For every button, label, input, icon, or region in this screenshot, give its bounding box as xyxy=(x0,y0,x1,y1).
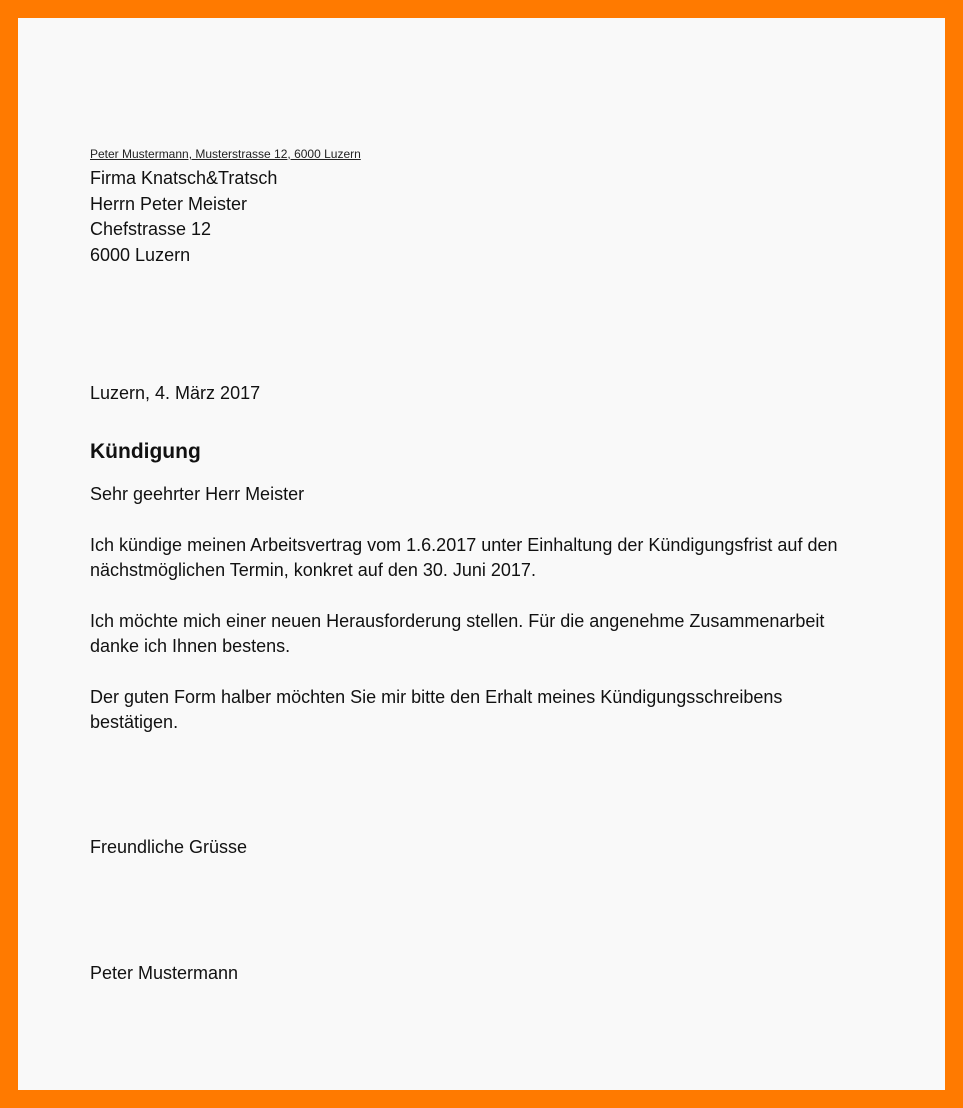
salutation: Sehr geehrter Herr Meister xyxy=(90,484,305,504)
recipient-city: 6000 Luzern xyxy=(90,244,191,265)
paragraph-line: Ich möchte mich einer neuen Herausforderung stellen. Für die angenehme Zusammenarbeit xyxy=(90,611,825,631)
paragraph-line: danke ich Ihnen bestens. xyxy=(90,636,291,656)
signature-name: Peter Mustermann xyxy=(90,963,239,983)
body-paragraph-2 xyxy=(90,609,880,659)
letter-subject: Kündigung xyxy=(90,440,201,463)
letter-page xyxy=(18,18,945,1090)
recipient-company: Firma Knatsch&Tratsch xyxy=(90,168,278,188)
recipient-name: Herrn Peter Meister xyxy=(90,193,248,214)
body-paragraph-3 xyxy=(90,685,880,735)
paragraph-line: Ich kündige meinen Arbeitsvertrag vom 1.6.2017 unter Einhaltung der Kündigungsfrist auf den xyxy=(90,535,838,555)
recipient-street: Chefstrasse 12 xyxy=(90,219,212,239)
paragraph-line: Der guten Form halber möchten Sie mir bitte den Erhalt meines Kündigungsschreibens xyxy=(90,687,783,707)
paragraph-line: nächstmöglichen Termin, konkret auf den 30. Juni 2017. xyxy=(90,560,536,580)
paragraph-line: bestätigen. xyxy=(90,712,179,732)
closing-phrase: Freundliche Grüsse xyxy=(90,837,248,857)
letter-date: Luzern, 4. März 2017 xyxy=(90,383,261,403)
recipient-address-block xyxy=(90,166,277,268)
body-paragraph-1 xyxy=(90,533,880,583)
sender-address-line: Peter Mustermann, Musterstrasse 12, 6000 Luzern xyxy=(90,147,361,161)
